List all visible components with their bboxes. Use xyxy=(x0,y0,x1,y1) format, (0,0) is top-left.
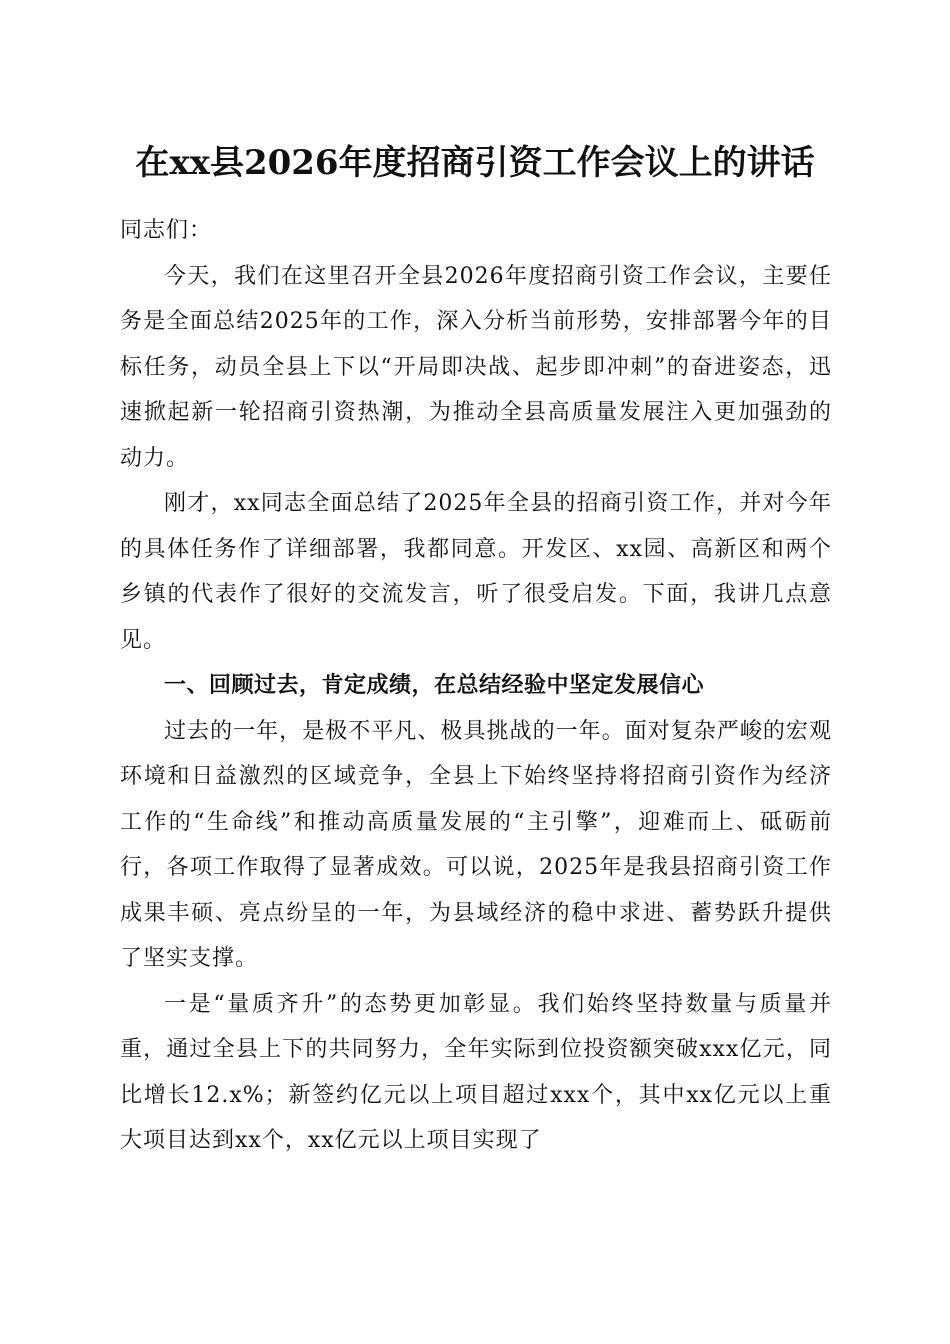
paragraph-opening: 今天，我们在这里召开全县2026年度招商引资工作会议，主要任务是全面总结2025年的工作，深入分析当前形势，安排部署今年的目标任务，动员全县上下以“开局即决战、起步即冲刺”的奋进姿态，迅速掀起新一轮招商引资热潮，为推动全县高质量发展注入更加强劲的动力。 xyxy=(120,263,832,471)
paragraph-intro: 刚才，xx同志全面总结了2025年全县的招商引资工作，并对今年的具体任务作了详细部署，我都同意。开发区、xx园、高新区和两个乡镇的代表作了很好的交流发言，听了很受启发。下面，我讲几点意见。 xyxy=(120,491,832,653)
salutation: 同志们： xyxy=(120,218,213,243)
paragraph-review: 过去的一年，是极不平凡、极具挑战的一年。面对复杂严峻的宏观环境和日益激烈的区域竞争，全县上下始终坚持将招商引资作为经济工作的“生命线”和推动高质量发展的“主引擎”，迎难而上、砥砺前行，各项工作取得了显著成效。可以说，2025年是我县招商引资工作成果丰硕、亮点纷呈的一年，为县域经济的稳中求进、蓄势跃升提供了坚实支撑。 xyxy=(120,718,832,971)
paragraph-point-one: 一是“量质齐升”的态势更加彰显。我们始终坚持数量与质量并重，通过全县上下的共同努力，全年实际到位投资额突破xxx亿元，同比增长12.x%；新签约亿元以上项目超过xxx个，其中xx亿元以上重大项目达到xx个，xx亿元以上项目实现了 xyxy=(120,991,832,1153)
section-heading: 一、回顾过去，肯定成绩，在总结经验中坚定发展信心 xyxy=(164,673,705,698)
document-title: 在xx县2026年度招商引资工作会议上的讲话 xyxy=(135,143,815,183)
document-body xyxy=(120,208,832,1164)
